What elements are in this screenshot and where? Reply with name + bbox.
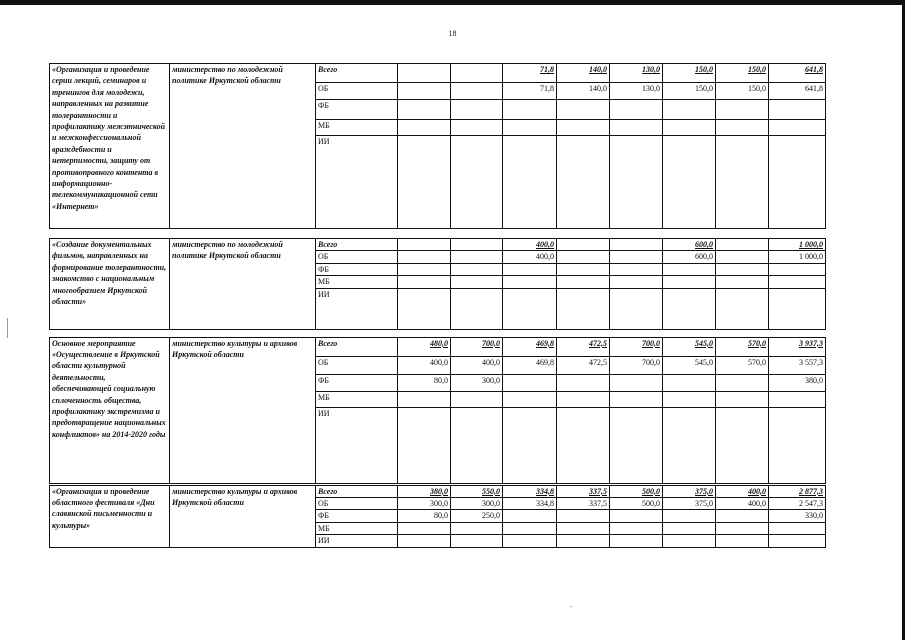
- amount-cell: [451, 239, 503, 251]
- amount-cell: [503, 391, 557, 407]
- amount-cell: [716, 288, 769, 329]
- amount-cell: [663, 120, 716, 136]
- amount-cell: [451, 100, 503, 120]
- amount-cell: 472,5: [557, 356, 610, 374]
- amount-cell: [610, 522, 663, 534]
- amount-cell: 150,0: [663, 83, 716, 100]
- funding-source-label: Всего: [316, 337, 398, 356]
- amount-cell: [557, 239, 610, 251]
- amount-cell: [398, 276, 451, 288]
- event-name: «Организация и проведение серии лекций, семинаров и тренингов для молодежи, направленных на развитие толерантности и профилактику межэтнической и межконфессиональной враждебности и нетерпимости, защиту от противоправного контента в информационно-телекоммуникационной сети «Интернет»: [50, 64, 170, 229]
- amount-cell: [663, 391, 716, 407]
- amount-cell: 469,8: [503, 356, 557, 374]
- amount-cell: 300,0: [451, 498, 503, 510]
- table-row: [50, 239, 826, 251]
- amount-cell: [557, 288, 610, 329]
- amount-cell: [663, 535, 716, 547]
- section-spacer: [50, 329, 826, 337]
- amount-cell: [451, 288, 503, 329]
- total-amount-cell: 641,8: [769, 64, 826, 83]
- amount-cell: 472,5: [557, 337, 610, 356]
- amount-cell: [398, 100, 451, 120]
- amount-cell: [663, 510, 716, 522]
- amount-cell: 150,0: [663, 64, 716, 83]
- funding-source-label: Всего: [316, 239, 398, 251]
- amount-cell: [557, 374, 610, 391]
- amount-cell: [663, 288, 716, 329]
- amount-cell: 334,8: [503, 485, 557, 497]
- amount-cell: 380,0: [398, 485, 451, 497]
- amount-cell: [663, 263, 716, 275]
- amount-cell: 570,0: [716, 337, 769, 356]
- amount-cell: 130,0: [610, 64, 663, 83]
- amount-cell: [610, 510, 663, 522]
- total-amount-cell: [769, 136, 826, 229]
- page-number: 18: [448, 29, 457, 38]
- amount-cell: [503, 120, 557, 136]
- total-amount-cell: 641,8: [769, 83, 826, 100]
- amount-cell: [610, 120, 663, 136]
- amount-cell: 700,0: [451, 337, 503, 356]
- amount-cell: [716, 510, 769, 522]
- amount-cell: [716, 374, 769, 391]
- amount-cell: [716, 136, 769, 229]
- table-row: [50, 485, 826, 497]
- event-name: «Создание документальных фильмов, направленных на формирование толерантности, знакомство с национальным многообразием Иркутской области»: [50, 239, 170, 330]
- funding-source-label: ОБ: [316, 251, 398, 263]
- amount-cell: [663, 100, 716, 120]
- amount-cell: [451, 263, 503, 275]
- amount-cell: 375,0: [663, 498, 716, 510]
- amount-cell: 250,0: [451, 510, 503, 522]
- amount-cell: [451, 120, 503, 136]
- funding-source-label: ОБ: [316, 498, 398, 510]
- amount-cell: [503, 522, 557, 534]
- amount-cell: 545,0: [663, 337, 716, 356]
- amount-cell: 71,8: [503, 83, 557, 100]
- event-name: Основное мероприятие «Осуществление в Иркутской области культурной деятельности, обеспечивающей социальную сплоченность общества, профилактику экстремизма и предотвращение национальных конфликтов» на 2014-2020 годы: [50, 337, 170, 483]
- funding-source-label: ИИ: [316, 407, 398, 483]
- amount-cell: 375,0: [663, 485, 716, 497]
- amount-cell: [716, 407, 769, 483]
- funding-source-label: Всего: [316, 485, 398, 497]
- amount-cell: 337,5: [557, 498, 610, 510]
- amount-cell: 80,0: [398, 374, 451, 391]
- amount-cell: [451, 522, 503, 534]
- amount-cell: [398, 263, 451, 275]
- amount-cell: [503, 535, 557, 547]
- executor-name: министерство по молодежной политике Иркутской области: [170, 64, 316, 229]
- amount-cell: [451, 535, 503, 547]
- total-amount-cell: [769, 407, 826, 483]
- amount-cell: [610, 407, 663, 483]
- amount-cell: 400,0: [716, 498, 769, 510]
- funding-source-label: МБ: [316, 120, 398, 136]
- amount-cell: [716, 276, 769, 288]
- budget-table-body: [50, 64, 826, 548]
- executor-name: министерство культуры и архивов Иркутской области: [170, 485, 316, 547]
- amount-cell: [557, 407, 610, 483]
- funding-source-label: ИИ: [316, 136, 398, 229]
- amount-cell: [503, 407, 557, 483]
- total-amount-cell: 2 547,3: [769, 498, 826, 510]
- amount-cell: 150,0: [716, 64, 769, 83]
- amount-cell: 700,0: [610, 356, 663, 374]
- event-name: «Организация и проведение областного фестиваля «Дни славянской письменности и культуры»: [50, 485, 170, 547]
- amount-cell: [610, 391, 663, 407]
- amount-cell: [398, 83, 451, 100]
- amount-cell: 140,0: [557, 64, 610, 83]
- amount-cell: 700,0: [610, 337, 663, 356]
- total-amount-cell: 380,0: [769, 374, 826, 391]
- amount-cell: [663, 522, 716, 534]
- amount-cell: [716, 120, 769, 136]
- section-spacer: [50, 229, 826, 239]
- amount-cell: [557, 535, 610, 547]
- funding-source-label: ОБ: [316, 356, 398, 374]
- funding-source-label: ОБ: [316, 83, 398, 100]
- funding-source-label: ФБ: [316, 510, 398, 522]
- funding-source-label: МБ: [316, 391, 398, 407]
- executor-name: министерство культуры и архивов Иркутской области: [170, 337, 316, 483]
- spacer-cell: [50, 229, 826, 239]
- amount-cell: [398, 391, 451, 407]
- scan-border-top: [0, 0, 905, 5]
- amount-cell: 400,0: [503, 251, 557, 263]
- funding-source-label: ФБ: [316, 100, 398, 120]
- table-row: [50, 337, 826, 356]
- amount-cell: [503, 374, 557, 391]
- amount-cell: 600,0: [663, 251, 716, 263]
- amount-cell: 500,0: [610, 498, 663, 510]
- amount-cell: [398, 136, 451, 229]
- amount-cell: [503, 510, 557, 522]
- amount-cell: [610, 263, 663, 275]
- amount-cell: 480,0: [398, 337, 451, 356]
- amount-cell: [503, 263, 557, 275]
- amount-cell: 300,0: [398, 498, 451, 510]
- amount-cell: [398, 120, 451, 136]
- total-amount-cell: 330,0: [769, 510, 826, 522]
- total-amount-cell: 3 937,3: [769, 337, 826, 356]
- amount-cell: [716, 239, 769, 251]
- amount-cell: [716, 535, 769, 547]
- amount-cell: [451, 251, 503, 263]
- amount-cell: [716, 522, 769, 534]
- amount-cell: [398, 64, 451, 83]
- amount-cell: [557, 120, 610, 136]
- amount-cell: [610, 136, 663, 229]
- total-amount-cell: [769, 535, 826, 547]
- amount-cell: 130,0: [610, 83, 663, 100]
- amount-cell: [451, 83, 503, 100]
- amount-cell: [557, 522, 610, 534]
- amount-cell: [503, 136, 557, 229]
- amount-cell: [663, 374, 716, 391]
- total-amount-cell: [769, 391, 826, 407]
- amount-cell: 400,0: [716, 485, 769, 497]
- amount-cell: [451, 391, 503, 407]
- amount-cell: [398, 288, 451, 329]
- funding-source-label: Всего: [316, 64, 398, 83]
- total-amount-cell: [769, 288, 826, 329]
- amount-cell: 400,0: [503, 239, 557, 251]
- total-amount-cell: 2 877,3: [769, 485, 826, 497]
- amount-cell: [557, 510, 610, 522]
- total-amount-cell: [769, 276, 826, 288]
- amount-cell: 337,5: [557, 485, 610, 497]
- total-amount-cell: 3 557,3: [769, 356, 826, 374]
- spacer-cell: [50, 329, 826, 337]
- total-amount-cell: [769, 522, 826, 534]
- amount-cell: [663, 407, 716, 483]
- amount-cell: [610, 276, 663, 288]
- amount-cell: [716, 391, 769, 407]
- margin-mark: [7, 318, 8, 338]
- funding-source-label: МБ: [316, 276, 398, 288]
- amount-cell: 545,0: [663, 356, 716, 374]
- amount-cell: [557, 100, 610, 120]
- funding-source-label: ФБ: [316, 263, 398, 275]
- funding-source-label: ИИ: [316, 288, 398, 329]
- amount-cell: [557, 251, 610, 263]
- total-amount-cell: [769, 120, 826, 136]
- amount-cell: [610, 288, 663, 329]
- scan-speck: [570, 606, 572, 607]
- executor-name: министерство по молодежной политике Иркутской области: [170, 239, 316, 330]
- amount-cell: [610, 251, 663, 263]
- amount-cell: [610, 100, 663, 120]
- amount-cell: 71,8: [503, 64, 557, 83]
- total-amount-cell: [769, 100, 826, 120]
- amount-cell: [451, 64, 503, 83]
- amount-cell: [451, 136, 503, 229]
- amount-cell: [398, 251, 451, 263]
- amount-cell: [557, 136, 610, 229]
- amount-cell: [610, 535, 663, 547]
- amount-cell: [663, 276, 716, 288]
- amount-cell: 400,0: [451, 356, 503, 374]
- funding-source-label: ИИ: [316, 535, 398, 547]
- amount-cell: [398, 407, 451, 483]
- budget-table: [49, 63, 826, 548]
- amount-cell: [557, 391, 610, 407]
- amount-cell: [398, 239, 451, 251]
- table-row: [50, 64, 826, 83]
- amount-cell: [451, 407, 503, 483]
- amount-cell: 400,0: [398, 356, 451, 374]
- amount-cell: 550,0: [451, 485, 503, 497]
- funding-source-label: ФБ: [316, 374, 398, 391]
- amount-cell: 300,0: [451, 374, 503, 391]
- total-amount-cell: [769, 263, 826, 275]
- total-amount-cell: 1 000,0: [769, 239, 826, 251]
- amount-cell: 570,0: [716, 356, 769, 374]
- amount-cell: 80,0: [398, 510, 451, 522]
- amount-cell: [503, 100, 557, 120]
- amount-cell: [716, 100, 769, 120]
- amount-cell: [557, 276, 610, 288]
- amount-cell: [716, 263, 769, 275]
- amount-cell: [398, 522, 451, 534]
- funding-source-label: МБ: [316, 522, 398, 534]
- amount-cell: 600,0: [663, 239, 716, 251]
- amount-cell: [503, 288, 557, 329]
- amount-cell: [451, 276, 503, 288]
- amount-cell: 469,8: [503, 337, 557, 356]
- amount-cell: [503, 276, 557, 288]
- amount-cell: 500,0: [610, 485, 663, 497]
- amount-cell: [557, 263, 610, 275]
- amount-cell: [716, 251, 769, 263]
- amount-cell: [663, 136, 716, 229]
- amount-cell: [610, 374, 663, 391]
- amount-cell: 140,0: [557, 83, 610, 100]
- total-amount-cell: 1 000,0: [769, 251, 826, 263]
- amount-cell: 150,0: [716, 83, 769, 100]
- amount-cell: [610, 239, 663, 251]
- amount-cell: 334,8: [503, 498, 557, 510]
- amount-cell: [398, 535, 451, 547]
